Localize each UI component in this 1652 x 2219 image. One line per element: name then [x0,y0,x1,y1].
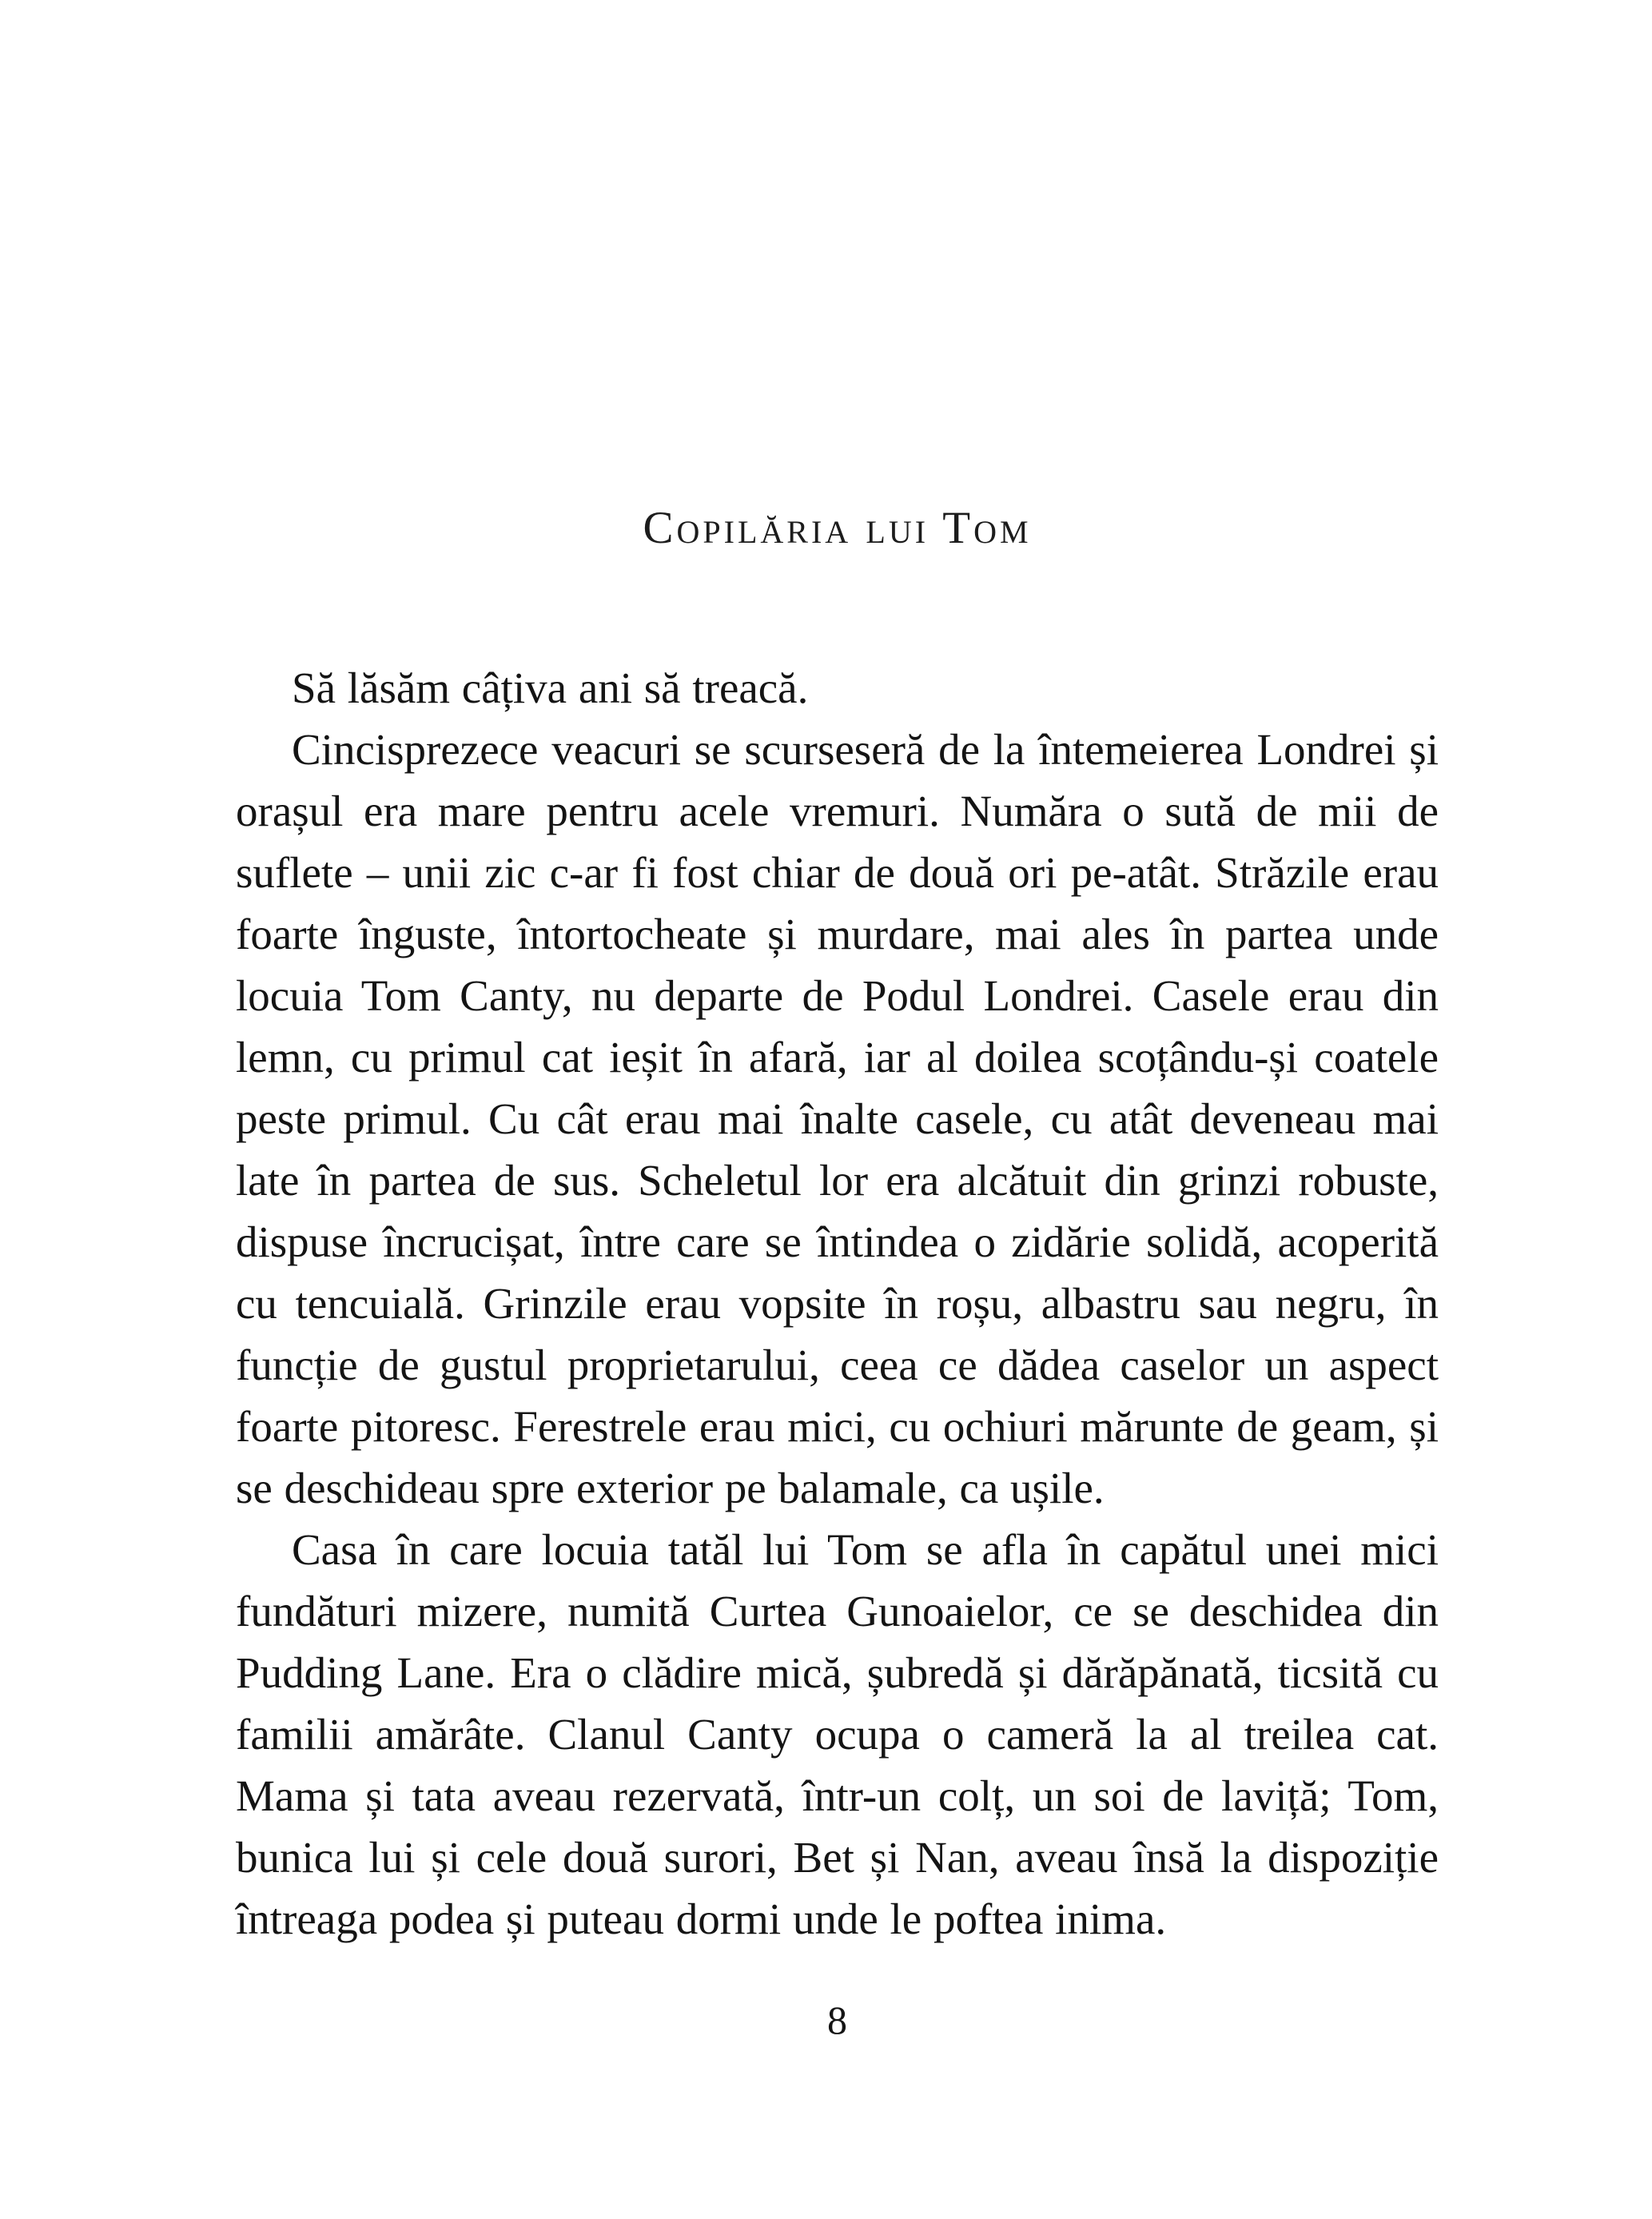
paragraph: Casa în care locuia tatăl lui Tom se afla în capătul unei mici fundături mizere, numită Curtea Gunoaielor, ce se deschidea din Pudding Lane. Era o clădire mică, șubredă și dărăpănată, ticsită cu familii amărâte. Clanul Canty ocupa o cameră la al treilea cat. Mama și tata aveau rezervată, într-un colț, un soi de laviță; Tom, bunica lui și cele două surori, Bet și Nan, aveau însă la dispoziție întreaga podea și puteau dormi unde le poftea inima. [236,1525,1439,1943]
page-number: 8 [827,1998,847,2042]
chapter-title: Copilăria lui Tom [643,503,1032,553]
body-text [236,657,1439,1950]
paragraph: Cincisprezece veacuri se scurseseră de la întemeierea Londrei și orașul era mare pentru acele vremuri. Număra o sută de mii de suflete – unii zic c-ar fi fost chiar de două ori pe-atât. Străzile erau foarte înguste, întortocheate și murdare, mai ales în partea unde locuia Tom Canty, nu departe de Podul Londrei. Casele erau din lemn, cu primul cat ieșit în afară, iar al doilea scoțându-și coatele peste primul. Cu cât erau mai înalte casele, cu atât deveneau mai late în partea de sus. Scheletul lor era alcătuit din grinzi robuste, dispuse încrucișat, între care se întindea o zidărie solidă, acoperită cu tencuială. Grinzile erau vopsite în roșu, albastru sau negru, în funcție de gustul proprietarului, ceea ce dădea caselor un aspect foarte pitoresc. Ferestrele erau mici, cu ochiuri mărunte de geam, și se deschideau spre exterior pe balamale, ca ușile. [236,725,1439,1512]
paragraph: Să lăsăm câțiva ani să treacă. [292,663,809,712]
